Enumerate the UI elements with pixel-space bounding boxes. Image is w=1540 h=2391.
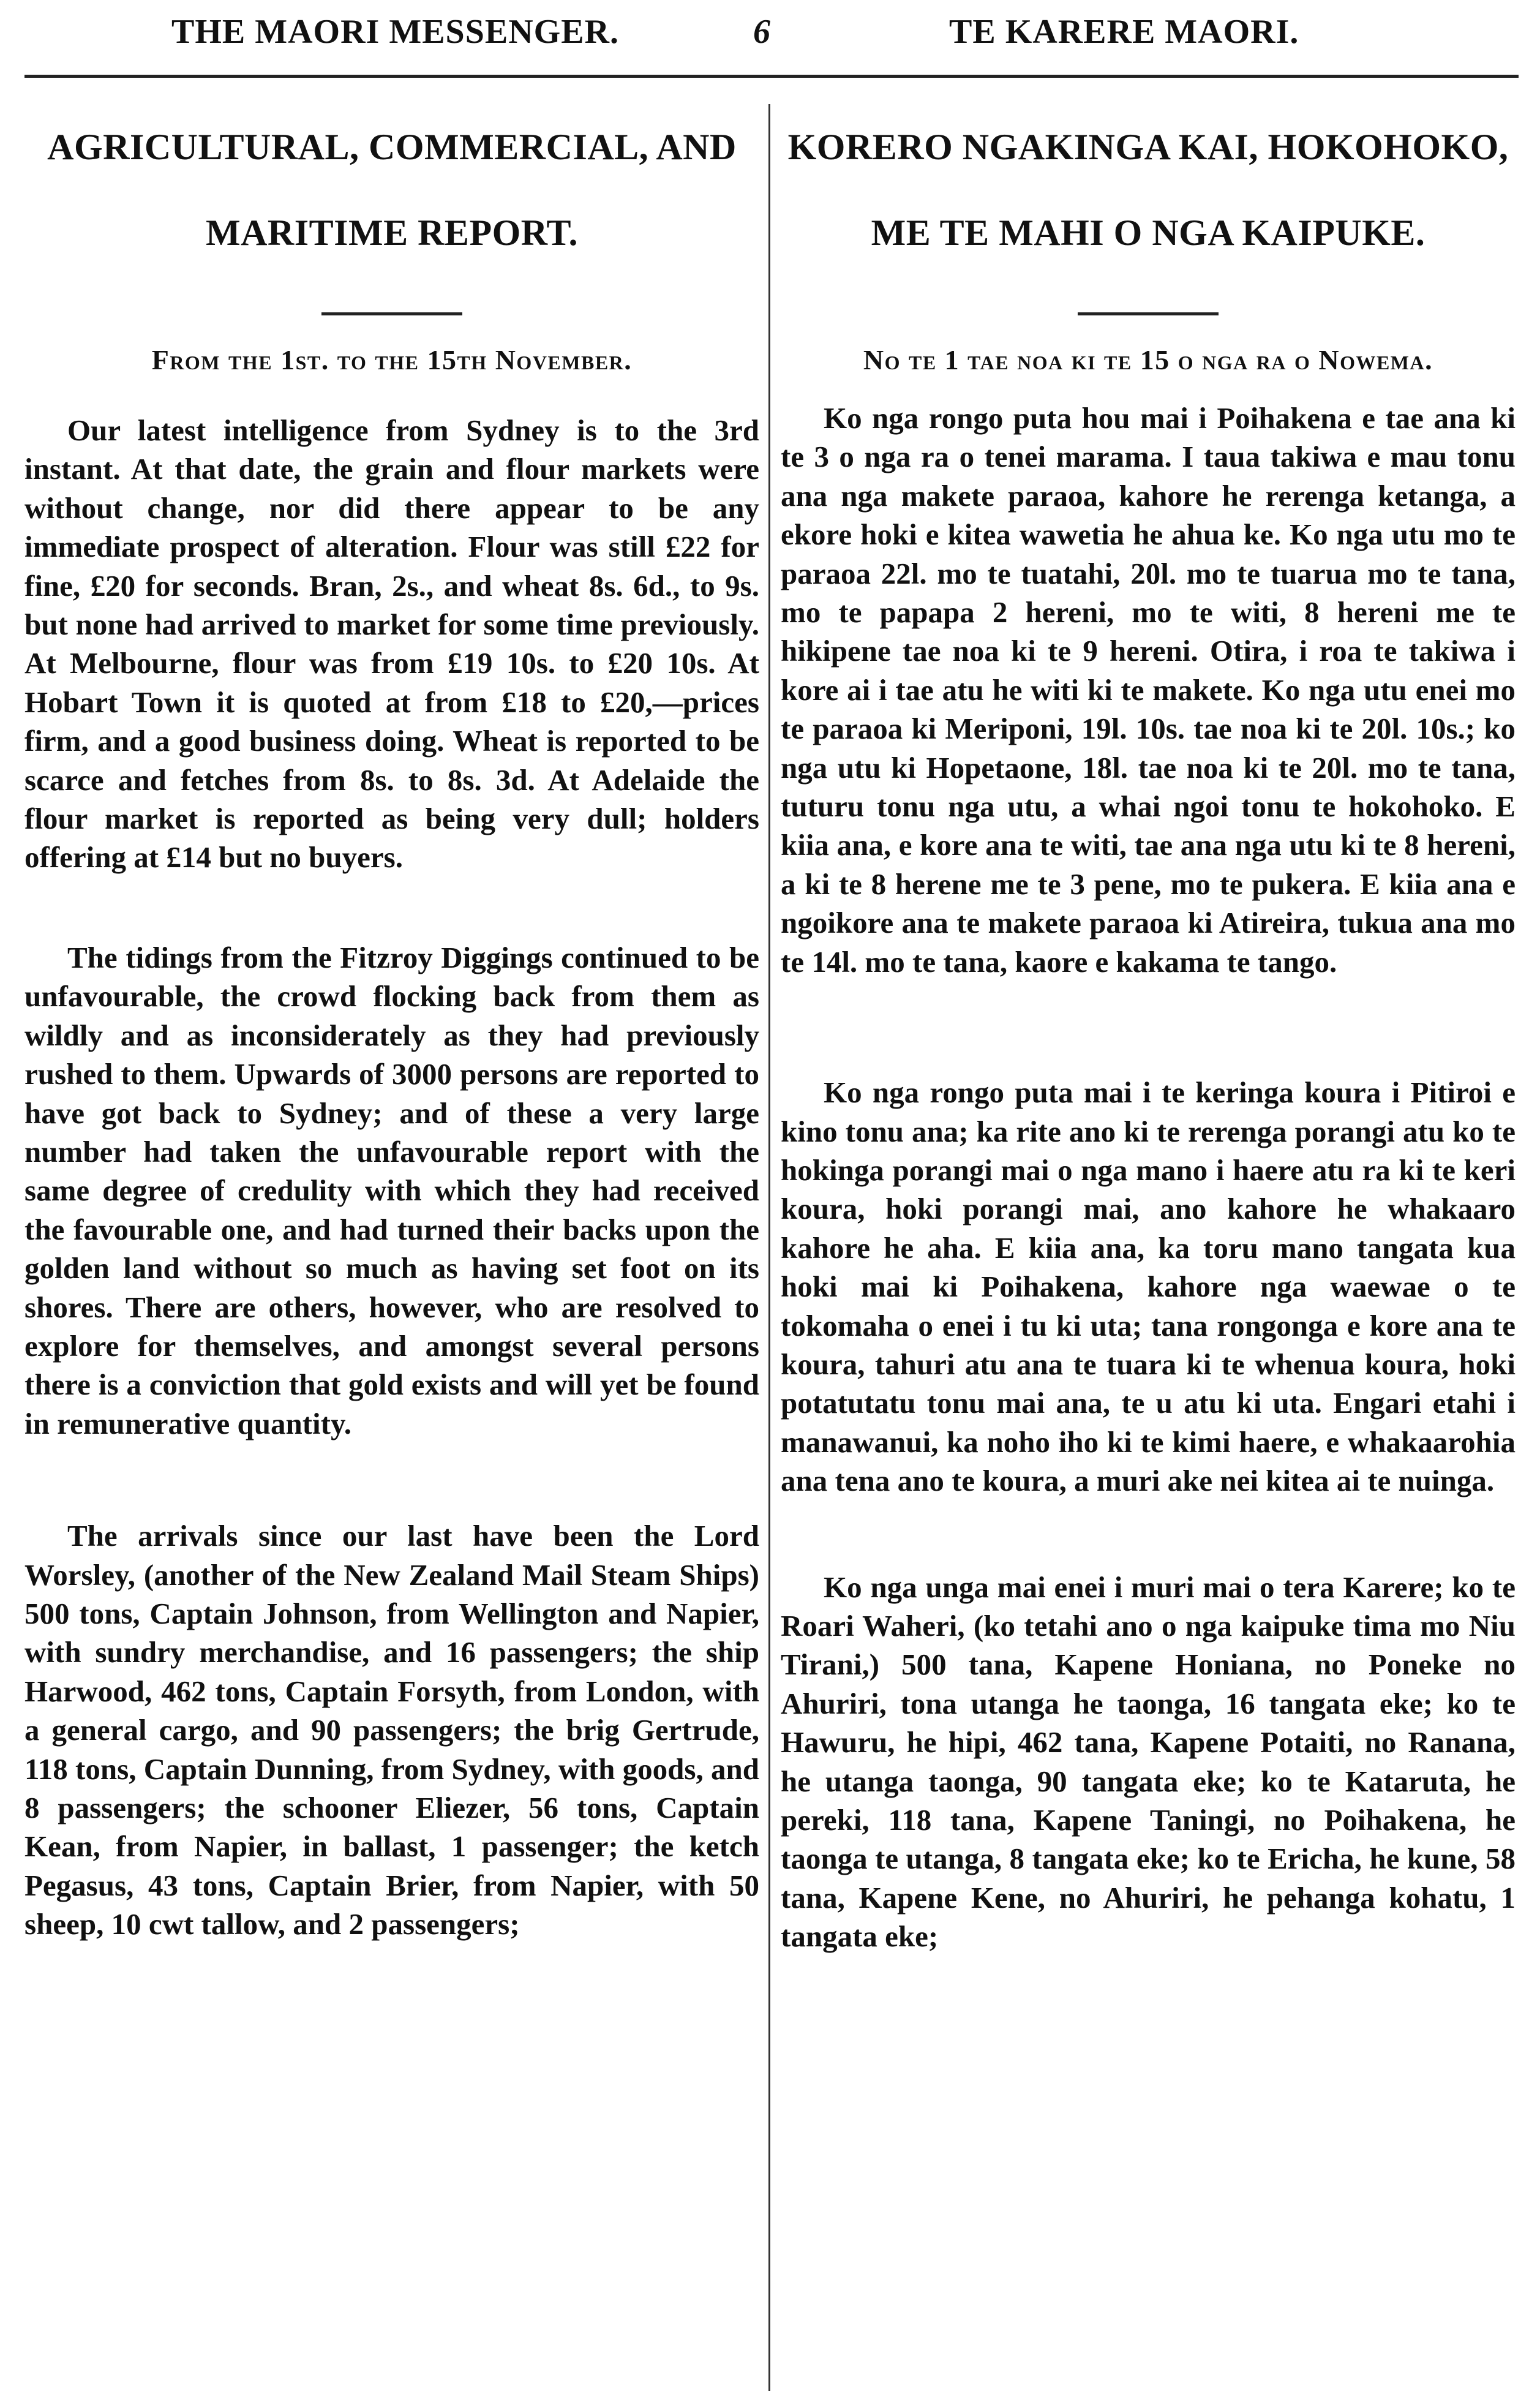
section-rule: [1078, 312, 1219, 315]
english-heading-line1: AGRICULTURAL, COMMERCIAL, AND: [47, 127, 737, 167]
english-dateline: From the 1st. to the 15th November.: [151, 344, 633, 375]
english-column: [24, 104, 759, 1944]
english-paragraph-arrivals: The arrivals since our last have been the Lord Worsley, (another of the New Zealand Mail Steam Ships) 500 tons, Captain Johnson, from Wellington and Napier, with sundry merchandise, and 16 passengers; the ship Harwood, 462 tons, Captain Forsyth, from London, with a general cargo, and 90 passengers; the brig Gertrude, 118 tons, Captain Dunning, from Sydney, with goods, and 8 passengers; the schooner Eliezer, 56 tons, Captain Kean, from Napier, in ballast, 1 passenger; the ketch Pegasus, 43 tons, Captain Brier, from Napier, with 50 sheep, 10 cwt tallow, and 2 passengers;: [24, 1519, 759, 1941]
running-header: [24, 6, 1506, 67]
maori-paragraph-kaipuke: Ko nga unga mai enei i muri mai o tera Karere; ko te Roari Waheri, (ko tetahi ano o nga kaipuke tima mo Niu Tirani,) 500 tana, Kapene Honiana, no Poneke no Ahuriri, tona utanga he taonga, 16 tangata eke; ko te Hawuru, he hipi, 462 tana, Kapene Potaiti, no Ranana, he utanga taonga, 90 tangata eke; ko te Kataruta, he pereki, 118 tana, Kapene Taningi, no Poihakena, he taonga te utanga, 8 tangata eke; ko te Ericha, he kune, 58 tana, Kapene Kene, no Ahuriri, he pehanga kohatu, 1 tangata eke;: [781, 1570, 1516, 1954]
maori-dateline: No te 1 tae noa ki te 15 o nga ra o Nowema.: [863, 344, 1433, 375]
maori-paragraph-makete: Ko nga rongo puta hou mai i Poihakena e tae ana ki te 3 o nga ra o tenei marama. I taua takiwa e mau tonu ana nga makete paraoa, kahore he rerenga ketanga, a ekore hoki e kitea wawetia he ahua ke. Ko nga utu mo te paraoa 22l. mo te tuatahi, 20l. mo te tuarua mo te tana, mo te papapa 2 hereni, mo te witi, 8 hereni me te hikipene tae noa ki te 9 hereni. Otira, i roa te takiwa i kore ai i tae atu he witi ki te makete. Ko nga utu enei mo te paraoa ki Meriponi, 19l. 10s. tae noa ki te 20l. 10s.; ko nga utu ki Hopetaone, 18l. tae noa ki te 20l. mo te tana, tuturu tonu nga utu, a whai ngoi tonu te hokohoko. E kiia ana, e kore ana te witi, tae ana nga utu ki te 8 hereni, a ki te 8 herene me te 3 pene, mo te pukera. E kiia ana e ngoikore ana te makete paraoa ki Atireira, tukua ana mo te 14l. mo te tana, kaore e kakama te tango.: [781, 401, 1516, 979]
page-number: 6: [753, 13, 771, 51]
english-paragraph-diggings: The tidings from the Fitzroy Diggings continued to be unfavourable, the crowd flocking back from them as wildly and as inconsiderately as they had previously rushed to them. Upwards of 3000 persons are reported to have got back to Sydney; and of these a very large number had taken the unfavourable report with the same degree of credulity with which they had received the favourable one, and had turned their backs upon the golden land without so much as having set foot on its shores. There are others, however, who are resolved to explore for themselves, and amongst several persons there is a conviction that gold exists and will yet be found in remunerative quantity.: [24, 940, 759, 1440]
english-heading-line2: MARITIME REPORT.: [205, 213, 579, 253]
header-rule: [24, 75, 1519, 78]
section-rule: [321, 312, 462, 315]
masthead-maori: TE KARERE MAORI.: [949, 13, 1299, 51]
maori-heading-line2: ME TE MAHI O NGA KAIPUKE.: [871, 213, 1425, 253]
masthead-english: THE MAORI MESSENGER.: [171, 13, 619, 51]
column-divider: [768, 104, 770, 2391]
maori-heading-line1: KORERO NGAKINGA KAI, HOKOHOKO,: [787, 127, 1509, 167]
maori-column: [781, 104, 1516, 1956]
english-paragraph-markets: Our latest intelligence from Sydney is to the 3rd instant. At that date, the grain and flour markets were without change, nor did there appear to be any immediate prospect of alteration. Flour was still £22 for fine, £20 for seconds. Bran, 2s., and wheat 8s. 6d., to 9s. but none had arrived to market for some time previously. At Melbourne, flour was from £19 10s. to £20 10s. At Hobart Town it is quoted at from £18 to £20,—prices firm, and a good business doing. Wheat is reported to be scarce and fetches from 8s. to 8s. 3d. At Adelaide the flour market is reported as being very dull; holders offering at £14 but no buyers.: [24, 413, 759, 875]
maori-paragraph-koura: Ko nga rongo puta mai i te keringa koura i Pitiroi e kino tonu ana; ka rite ano ki te rerenga porangi atu ko te hokinga porangi mai o nga mano i haere atu ra ki te keri koura, hoki porangi mai, ano kahore he whakaaro kahore he aha. E kiia ana, ka toru mano tangata kua hoki mai ki Poihakena, kahore nga waewae o te tokomaha o enei i tu ki uta; tana rongonga e kore ana te koura, tahuri atu ana te tuara ki te whenua koura, hoki potatutatu tonu mai ana, te u atu ki uta. Engari etahi i manawanui, ka noho iho ki te kimi haere, e whakaarohia ana tena ano te koura, a muri ake nei kitea ai te nuinga.: [781, 1075, 1516, 1498]
